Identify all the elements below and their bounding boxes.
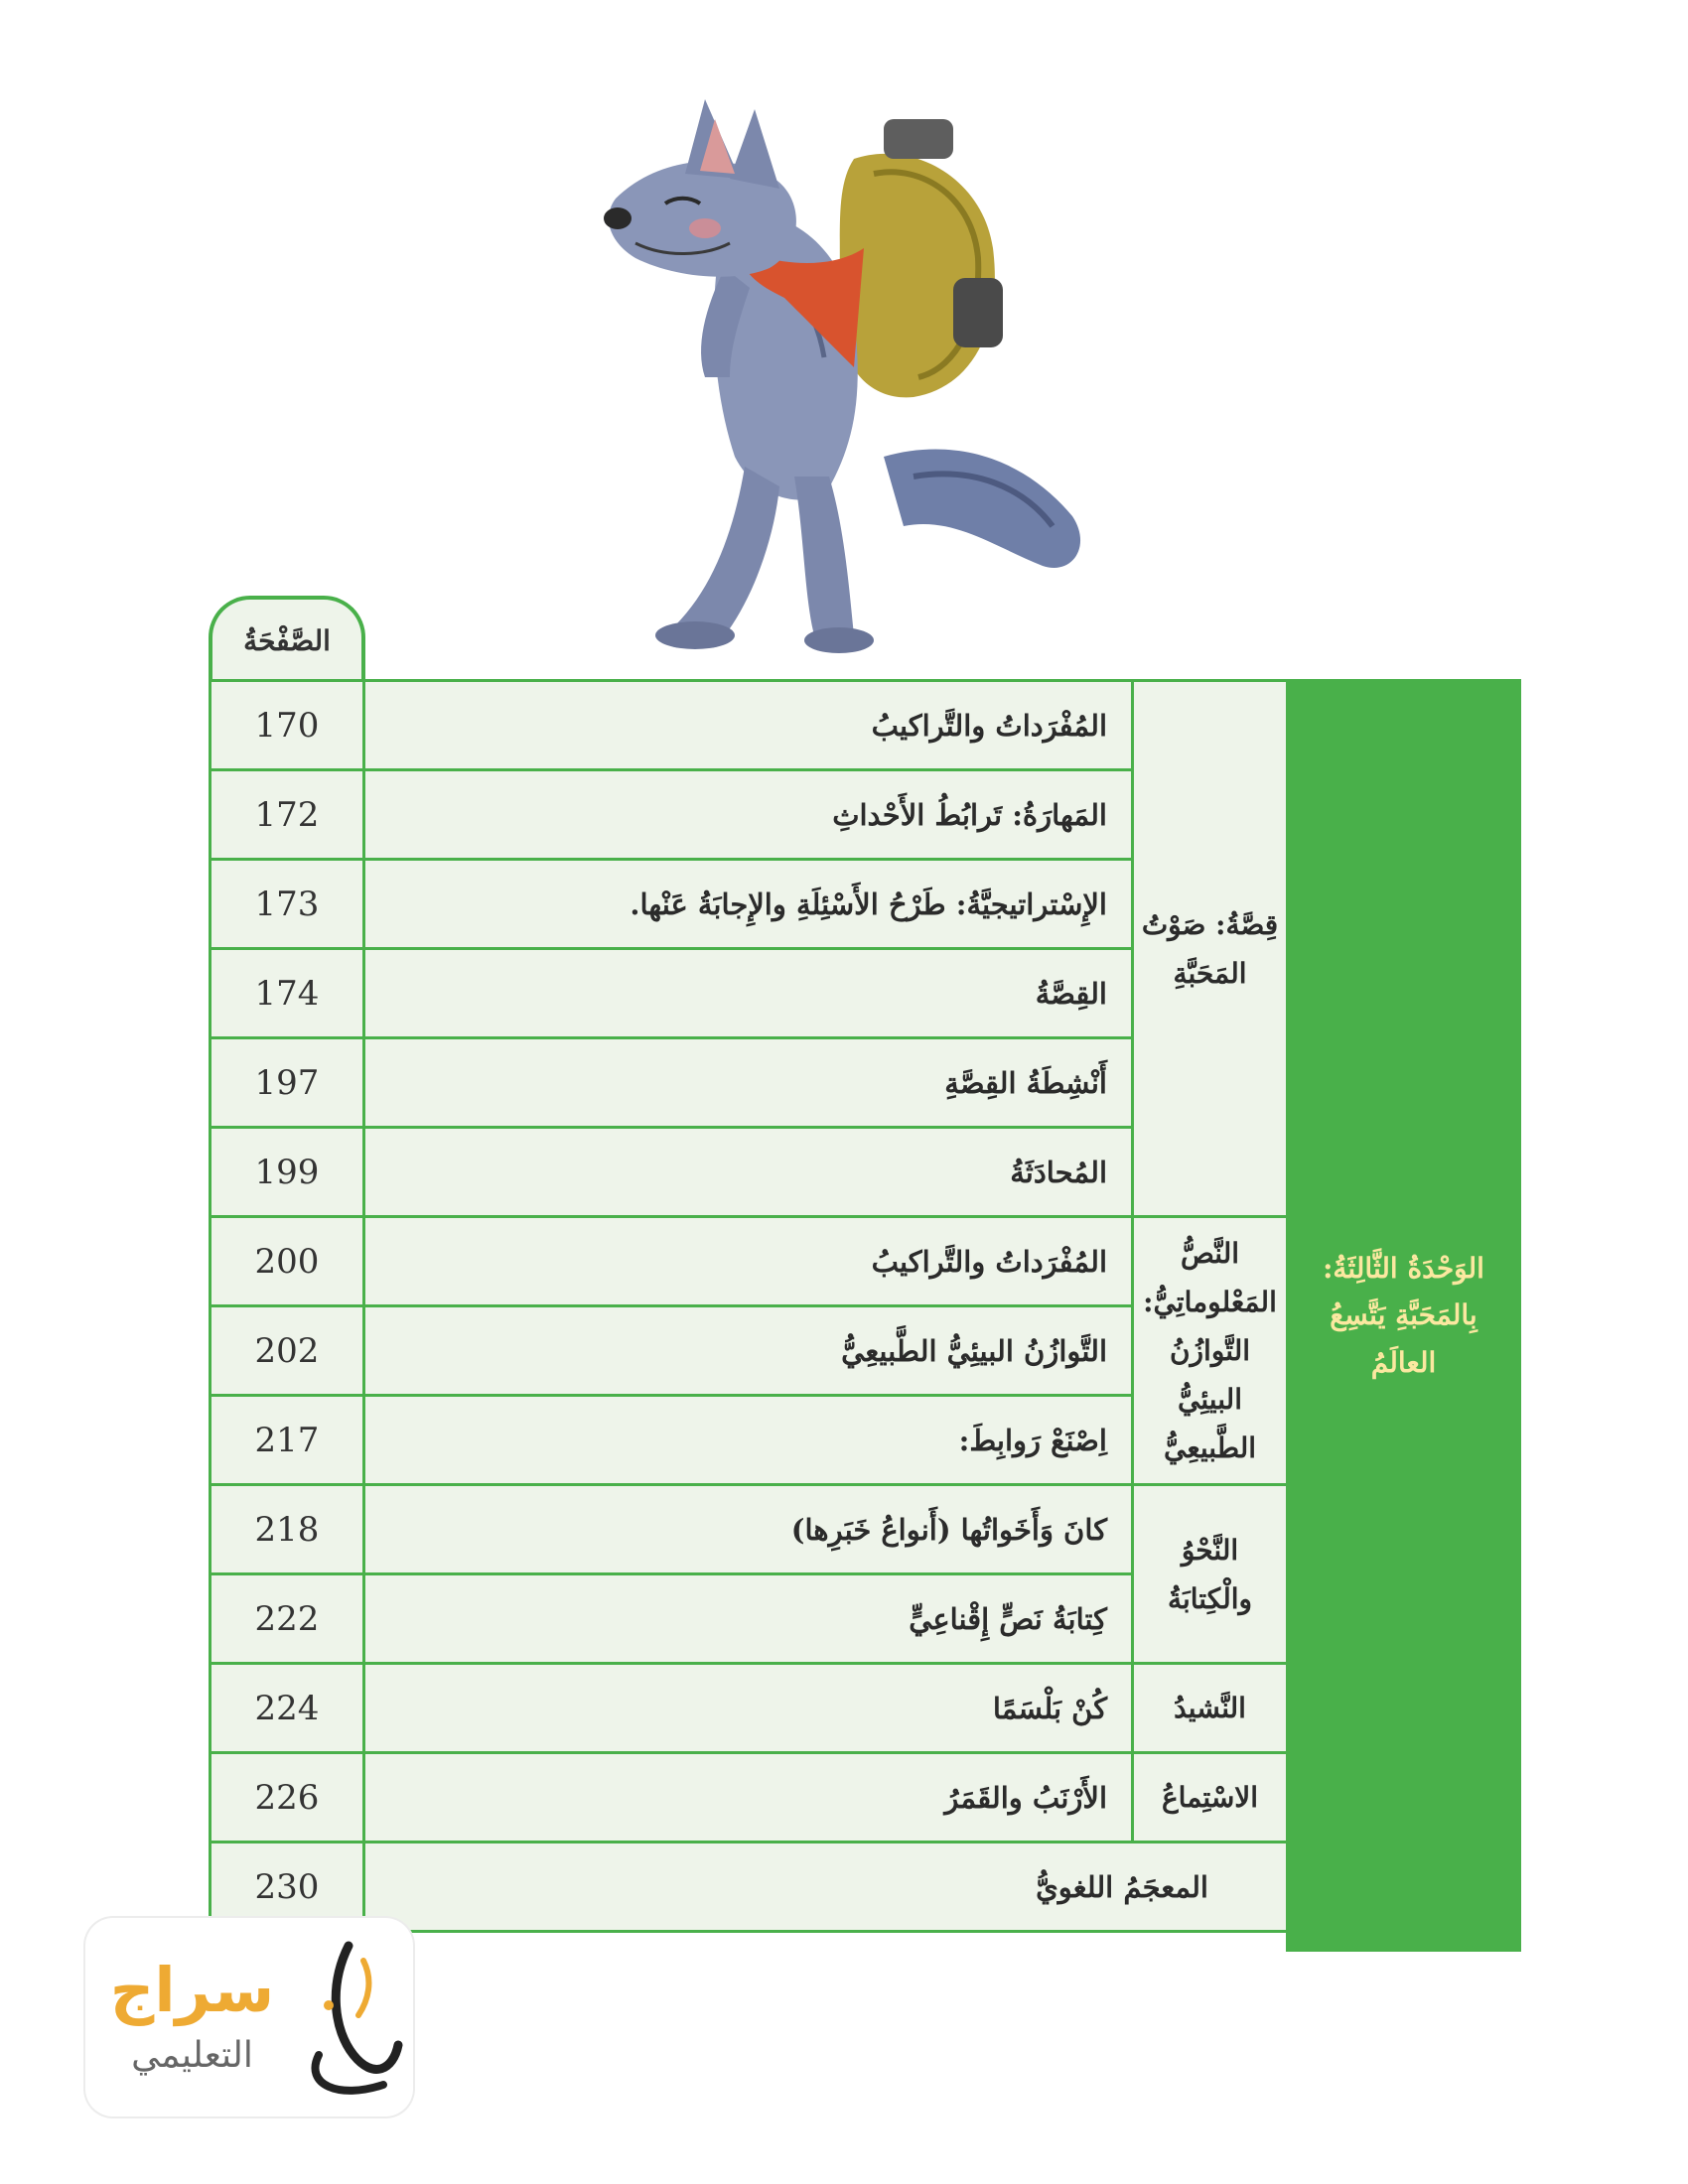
section-story: قِصَّةُ: صَوْتُ المَحَبَّةِ: [1131, 679, 1289, 1218]
lesson-title[interactable]: القِصَّةُ: [362, 947, 1134, 1039]
section-grammar-writing: النَّحْوُ والْكِتابَةُ: [1131, 1483, 1289, 1665]
calligraphy-mark-icon: [289, 1936, 406, 2105]
logo-main-text: سراج: [109, 1954, 275, 2026]
page-column-header: الصَّفْحَةُ: [209, 596, 365, 681]
lesson-title[interactable]: كِتابَةُ نَصٍّ إِقْناعِيٍّ: [362, 1572, 1134, 1665]
page-number[interactable]: 202: [209, 1304, 365, 1397]
page-number[interactable]: 197: [209, 1036, 365, 1129]
page-number[interactable]: 224: [209, 1662, 365, 1754]
lesson-title[interactable]: كُنْ بَلْسَمًا: [362, 1662, 1134, 1754]
lesson-title[interactable]: كانَ وَأَخَواتُها (أَنواعُ خَبَرِها): [362, 1483, 1134, 1575]
glossary-title[interactable]: المعجَمُ اللغويُّ: [362, 1841, 1289, 1933]
lesson-title[interactable]: أَنْشِطَةُ القِصَّةِ: [362, 1036, 1134, 1129]
page-number[interactable]: 173: [209, 858, 365, 950]
lesson-title[interactable]: المَهارَةُ: تَرابُطُ الأَحْداثِ: [362, 768, 1134, 861]
page-number[interactable]: 222: [209, 1572, 365, 1665]
page-number[interactable]: 218: [209, 1483, 365, 1575]
page-number[interactable]: 200: [209, 1215, 365, 1307]
publisher-logo: [85, 1918, 413, 2116]
lesson-title[interactable]: اِصْنَعْ رَوابِطَ:: [362, 1394, 1134, 1486]
page-number[interactable]: 199: [209, 1126, 365, 1218]
table-of-contents: [209, 679, 1521, 1952]
wolf-illustration: [556, 79, 1172, 695]
glossary-page-number[interactable]: 230: [209, 1841, 365, 1933]
section-song: النَّشيدُ: [1131, 1662, 1289, 1754]
lesson-title[interactable]: الأَرْنَبُ والقَمَرُ: [362, 1751, 1134, 1843]
page-number[interactable]: 172: [209, 768, 365, 861]
page-number[interactable]: 217: [209, 1394, 365, 1486]
logo-sub-text: التعليمي: [131, 2035, 253, 2076]
page-number[interactable]: 174: [209, 947, 365, 1039]
lesson-title[interactable]: المُحادَثَةُ: [362, 1126, 1134, 1218]
page-number[interactable]: 226: [209, 1751, 365, 1843]
section-informational-text: النَّصُّ المَعْلوماتِيُّ: التَّوازُنُ البيئِيُّ الطَّبيعِيُّ: [1131, 1215, 1289, 1486]
page-number[interactable]: 170: [209, 679, 365, 771]
unit-title: الوَحْدَةُ الثَّالِثَةُ: بِالمَحَبَّةِ يَتَّسِعُ العالَمُ: [1323, 1251, 1484, 1379]
lesson-title[interactable]: الإِسْتراتيجيَّةُ: طَرْحُ الأَسْئِلَةِ والإِجابَةُ عَنْها.: [362, 858, 1134, 950]
lesson-title[interactable]: التَّوازُنُ البيئِيُّ الطَّبيعِيُّ: [362, 1304, 1134, 1397]
section-listening: الاسْتِماعُ: [1131, 1751, 1289, 1843]
lesson-title[interactable]: المُفْرَداتُ والتَّراكيبُ: [362, 679, 1134, 771]
lesson-title[interactable]: المُفْرَداتُ والتَّراكيبُ: [362, 1215, 1134, 1307]
